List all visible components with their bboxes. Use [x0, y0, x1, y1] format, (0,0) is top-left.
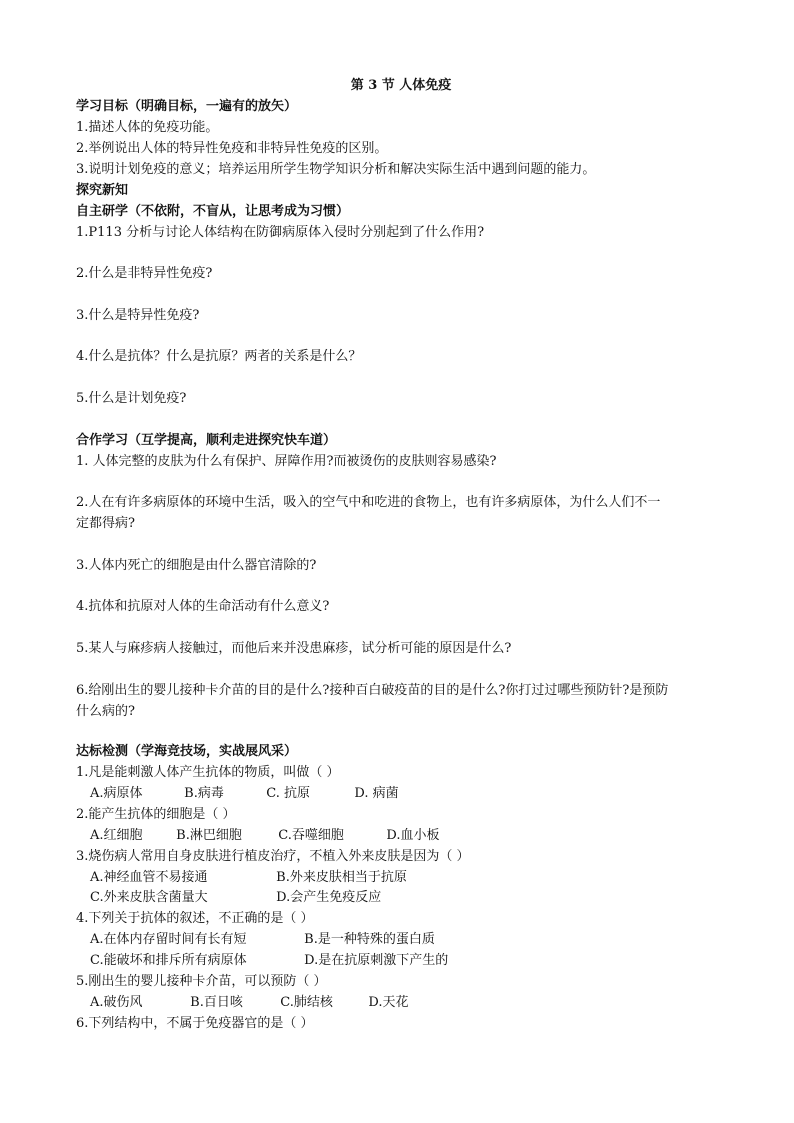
option: A.红细胞 — [90, 828, 143, 843]
self-study-question: 4.什么是抗体？什么是抗原？两者的关系是什么？ — [76, 349, 362, 364]
cooperative-question: 3.人体内死亡的细胞是由什么器官清除的? — [76, 558, 317, 573]
option: D.天花 — [368, 995, 409, 1010]
option: D. 病菌 — [354, 786, 399, 801]
option: C.外来皮肤含菌量大 — [90, 890, 208, 905]
option: C. 抗原 — [266, 786, 311, 801]
objective-item: 3.说明计划免疫的意义；培养运用所学生物学知识分析和解决实际生活中遇到问题的能力。 — [76, 162, 596, 177]
self-study-question: 5.什么是计划免疫? — [76, 391, 187, 406]
objective-item: 2.举例说出人体的特异性免疫和非特异性免疫的区别。 — [76, 141, 388, 156]
test-question-options — [90, 994, 409, 1012]
option: A.神经血管不易接通 — [90, 870, 208, 885]
option: A.病原体 — [90, 786, 143, 801]
cooperative-heading: 合作学习（互学提高，顺利走进探究快车道） — [76, 433, 337, 448]
option: B.是一种特殊的蛋白质 — [304, 932, 435, 947]
test-question-stem: 4.下列关于抗体的叙述，不正确的是（ ） — [76, 911, 314, 926]
option: D.会产生免疫反应 — [276, 890, 382, 905]
option: B.淋巴细胞 — [176, 828, 242, 843]
explore-heading: 探究新知 — [76, 183, 129, 198]
option: D.血小板 — [386, 828, 440, 843]
cooperative-question-cont: 定都得病? — [76, 516, 135, 531]
self-study-question: 1.P113 分析与讨论人体结构在防御病原体入侵时分别起到了什么作用? — [76, 225, 485, 240]
test-question-stem: 5.刚出生的婴儿接种卡介苗，可以预防（ ） — [76, 974, 327, 989]
test-question-options — [90, 952, 448, 970]
cooperative-question: 4.抗体和抗原对人体的生命活动有什么意义? — [76, 599, 330, 614]
option: B.百日咳 — [190, 995, 243, 1010]
test-question-stem: 2.能产生抗体的细胞是（ ） — [76, 807, 236, 822]
self-study-question: 2.什么是非特异性免疫? — [76, 266, 213, 281]
self-study-question: 3.什么是特异性免疫? — [76, 308, 200, 323]
test-question-options — [90, 889, 381, 907]
cooperative-question: 1. 人体完整的皮肤为什么有保护、屏障作用?而被烫伤的皮肤则容易感染? — [76, 454, 497, 469]
test-heading: 达标检测（学海竞技场，实战展风采） — [76, 744, 298, 759]
option: B.外来皮肤相当于抗原 — [276, 870, 407, 885]
test-question-stem: 1.凡是能刺激人体产生抗体的物质，叫做（ ） — [76, 765, 340, 780]
test-question-options — [90, 931, 435, 949]
test-question-stem: 3.烧伤病人常用自身皮肤进行植皮治疗，不植入外来皮肤是因为（ ） — [76, 849, 470, 864]
page-title: 第 3 节 人体免疫 — [350, 78, 452, 93]
cooperative-question: 6.给刚出生的婴儿接种卡介苗的目的是什么?接种百白破疫苗的目的是什么?你打过过哪些预防针?是预防 — [76, 683, 669, 698]
cooperative-question: 2.人在有许多病原体的环境中生活，吸入的空气中和吃进的食物上，也有许多病原体，为什么人们不一 — [76, 495, 661, 510]
option: A.破伤风 — [90, 995, 143, 1010]
option: D.是在抗原刺激下产生的 — [304, 953, 449, 968]
cooperative-question-cont: 什么病的? — [76, 704, 135, 719]
cooperative-question: 5.某人与麻疹病人接触过，而他后来并没患麻疹，试分析可能的原因是什么? — [76, 641, 512, 656]
test-question-options — [90, 785, 399, 803]
option: B.病毒 — [184, 786, 224, 801]
option: A.在体内存留时间有长有短 — [90, 932, 247, 947]
option: C.肺结核 — [280, 995, 333, 1010]
test-question-stem: 6.下列结构中，不属于免疫器官的是（ ） — [76, 1016, 314, 1031]
objective-item: 1.描述人体的免疫功能。 — [76, 120, 219, 135]
test-question-options — [90, 869, 407, 887]
self-study-heading: 自主研学（不依附，不盲从，让思考成为习惯） — [76, 204, 350, 219]
objectives-heading: 学习目标（明确目标，一遍有的放矢） — [76, 99, 298, 114]
option: C.吞噬细胞 — [278, 828, 344, 843]
test-question-options — [90, 827, 440, 845]
option: C.能破坏和排斥所有病原体 — [90, 953, 247, 968]
